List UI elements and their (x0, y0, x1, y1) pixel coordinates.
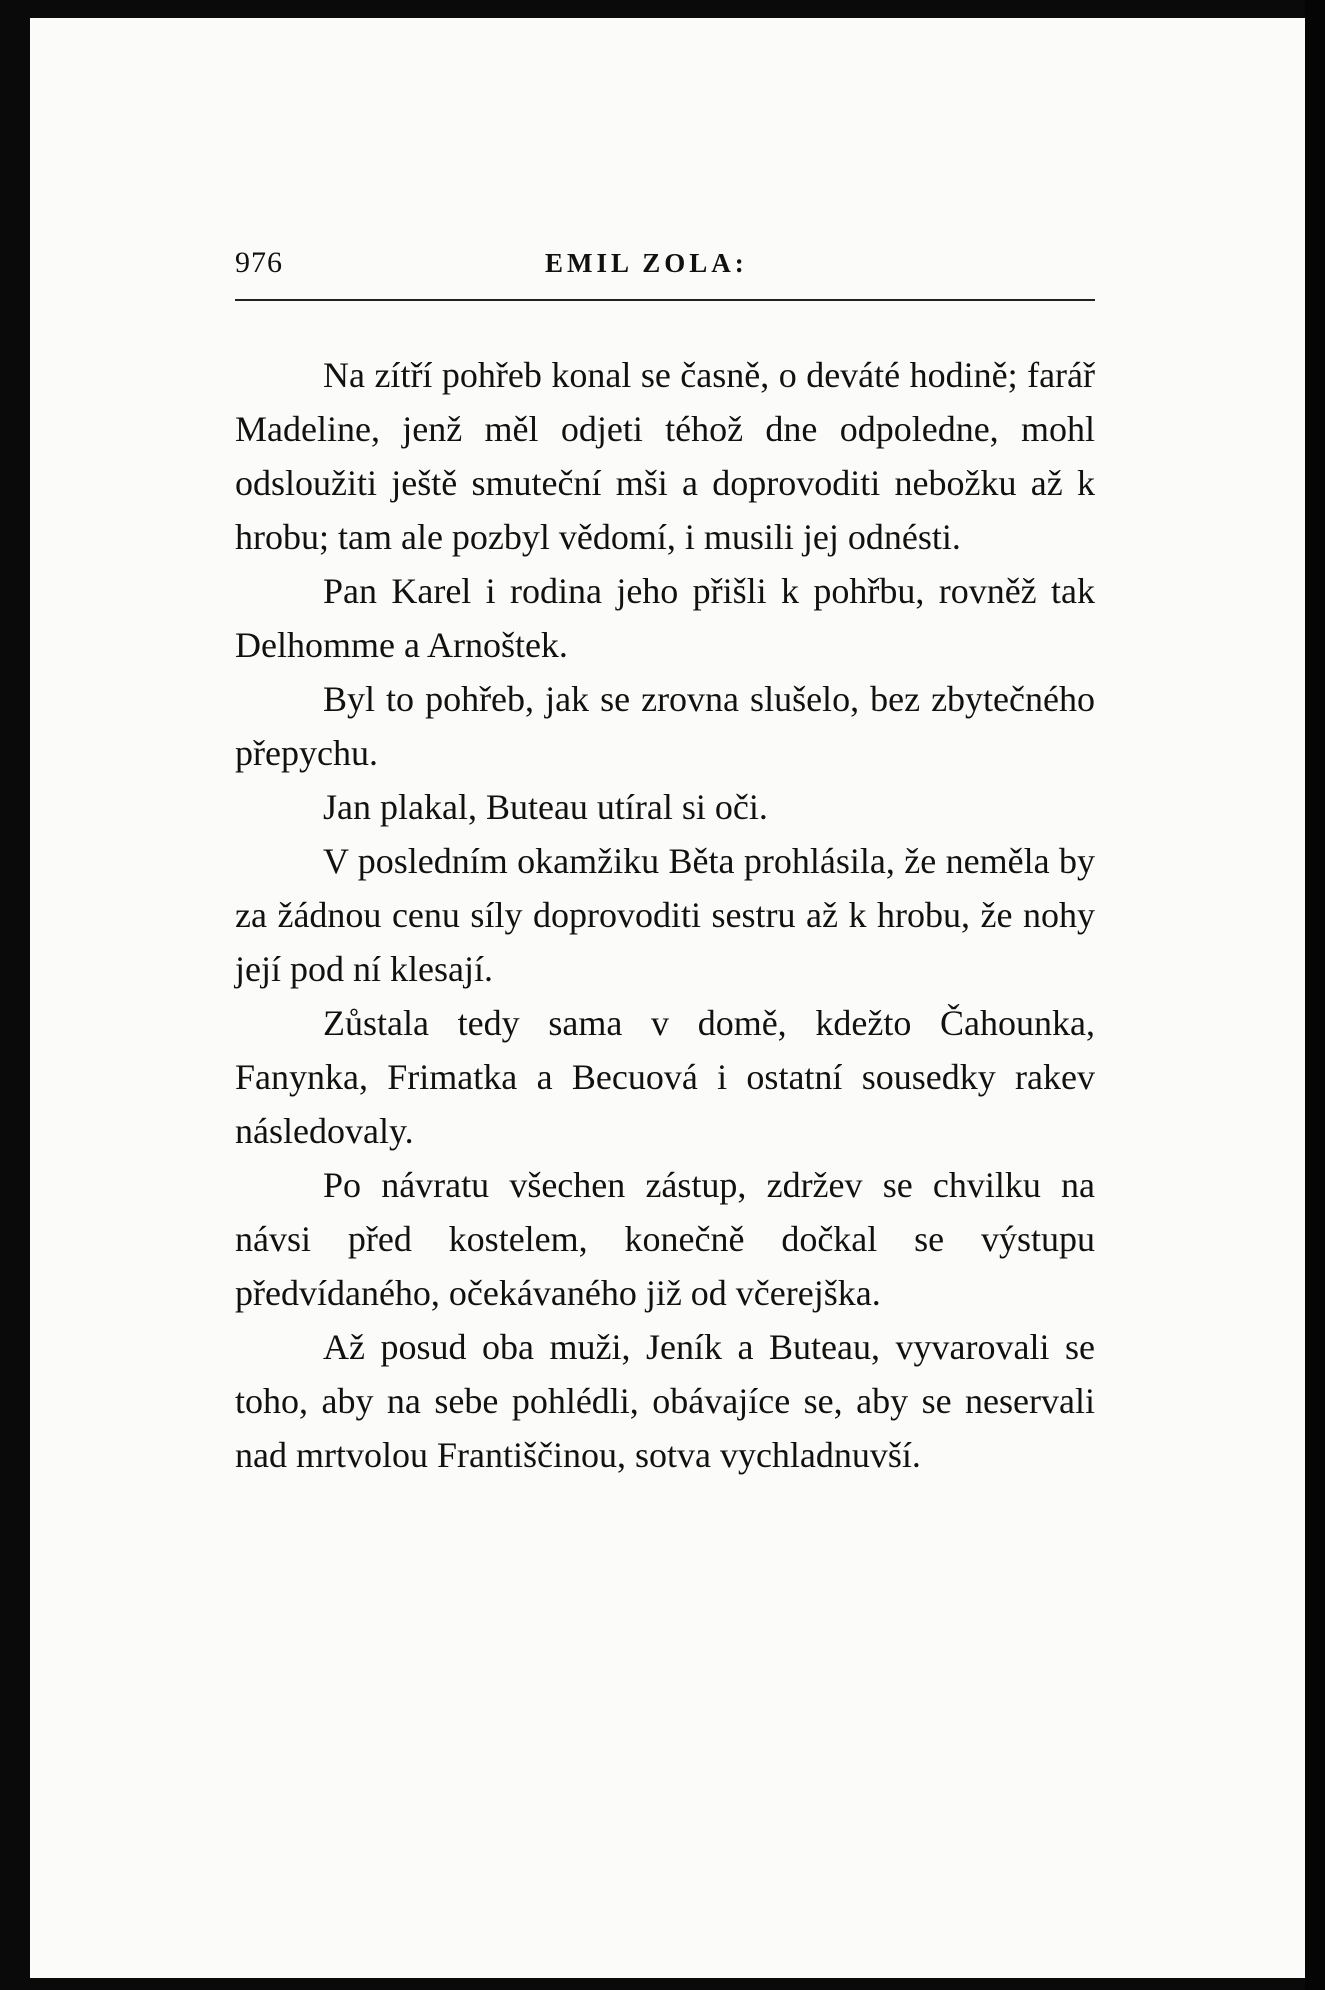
paragraph: Na zítří pohřeb konal se časně, o deváté hodině; farář Madeline, jenž měl odjeti téhož dne odpoledne, mohl odsloužiti ještě smuteční mši a doprovoditi nebožku až k hrobu; tam ale pozbyl vědomí, i musili jej odnésti. (235, 355, 1095, 557)
paragraph: Po návratu všechen zástup, zdržev se chvilku na návsi před kostelem, konečně dočkal se výstupu předvídaného, očekávaného již od včerejška. (235, 1165, 1095, 1313)
header-rule (235, 299, 1095, 301)
body-text (235, 348, 1095, 1482)
paragraph: V posledním okamžiku Běta prohlásila, že neměla by za žádnou cenu síly doprovoditi sestru až k hrobu, že nohy její pod ní klesají. (235, 841, 1095, 989)
page-number: 976 (235, 246, 283, 279)
paragraph: Pan Karel i rodina jeho přišli k pohřbu, rovněž tak Delhomme a Arnoštek. (235, 571, 1095, 665)
running-header (235, 246, 1095, 286)
paragraph: Byl to pohřeb, jak se zrovna slušelo, bez zbytečného přepychu. (235, 679, 1095, 773)
paragraph: Jan plakal, Buteau utíral si oči. (323, 787, 768, 827)
paragraph: Zůstala tedy sama v domě, kdežto Čahounka, Fanynka, Frimatka a Becuová i ostatní sousedky rakev následovaly. (235, 1003, 1095, 1151)
scan-edge (1305, 0, 1325, 1990)
paragraph: Až posud oba muži, Jeník a Buteau, vyvarovali se toho, aby na sebe pohlédli, obávajíce se, aby se neservali nad mrtvolou Františčinou, sotva vychladnuvší. (235, 1327, 1095, 1475)
running-title: EMIL ZOLA: (545, 248, 748, 278)
